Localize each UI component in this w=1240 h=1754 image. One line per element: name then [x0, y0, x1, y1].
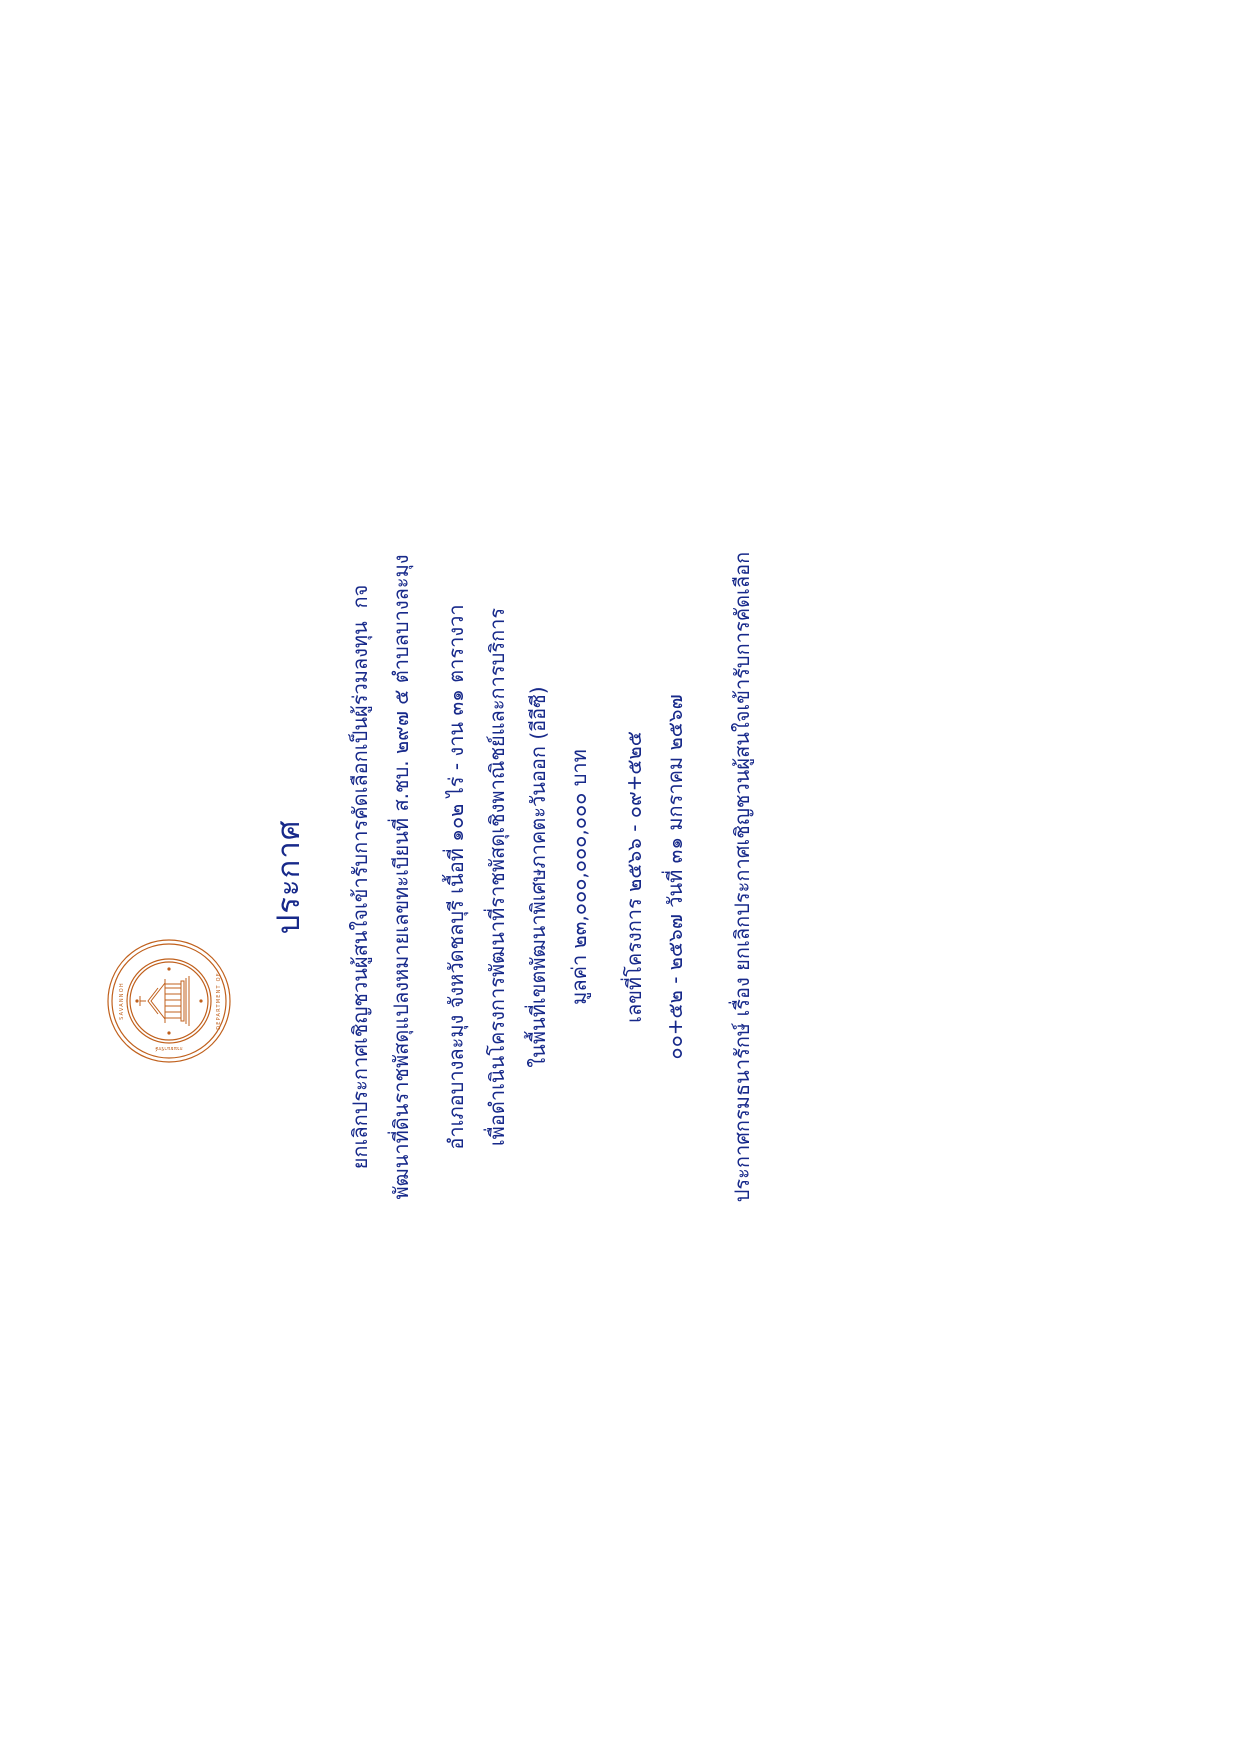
document-line-3: อำเภอบางละมุง จังหวัดชลบุรี เนื้อที่ ๑๐๒ ไร่ - งาน ๓๑ ตารางวา — [444, 604, 468, 1150]
svg-text:DEPARTMENT OF: DEPARTMENT OF — [216, 972, 222, 1030]
document-line-7: เลขที่โครงการ ๒๕๖๖ - ๐๙+๕๒๕ — [622, 731, 646, 1023]
royal-thai-government-seal-icon — [106, 938, 232, 1064]
document-line-4: เพื่อดำเนินโครงการพัฒนาที่ราชพัสดุเชิงพาณิชย์และการบริการ — [485, 607, 509, 1147]
svg-text:SAVANNOH: SAVANNOH — [119, 982, 125, 1020]
document-line-6: มูลค่า ๒๓,๐๐๐,๐๐๐,๐๐๐ บาท — [567, 749, 591, 1005]
document-text-block — [340, 150, 763, 1604]
document-line-9: ประกาศกรมธนารักษ์ เรื่อง ยกเลิกประกาศเชิญชวนผู้สนใจเข้ารับการคัดเลือก — [730, 551, 754, 1203]
document-line-5: ในพื้นที่เขตพัฒนาพิเศษภาคตะวันออก (อีอีซี) — [526, 686, 550, 1068]
document-line-2: พัฒนาที่ดินราชพัสดุแปลงหมายเลขทะเบียนที่ ส.ชบ. ๒๙๗ ๕ ตำบลบางละมุง — [389, 554, 413, 1200]
page-title: ประกาศ — [271, 819, 307, 935]
document-line-8: ๐๐+๕๒ - ๒๕๖๗ วันที่ ๓๑ มกราคม ๒๕๖๗ — [663, 694, 687, 1060]
svg-text:กรมธนารักษ์: กรมธนารักษ์ — [155, 1045, 183, 1051]
document-line-1: ยกเลิกประกาศเชิญชวนผู้สนใจเข้ารับการคัดเลือกเป็นผู้ร่วมลงทุน กจ — [348, 584, 372, 1170]
